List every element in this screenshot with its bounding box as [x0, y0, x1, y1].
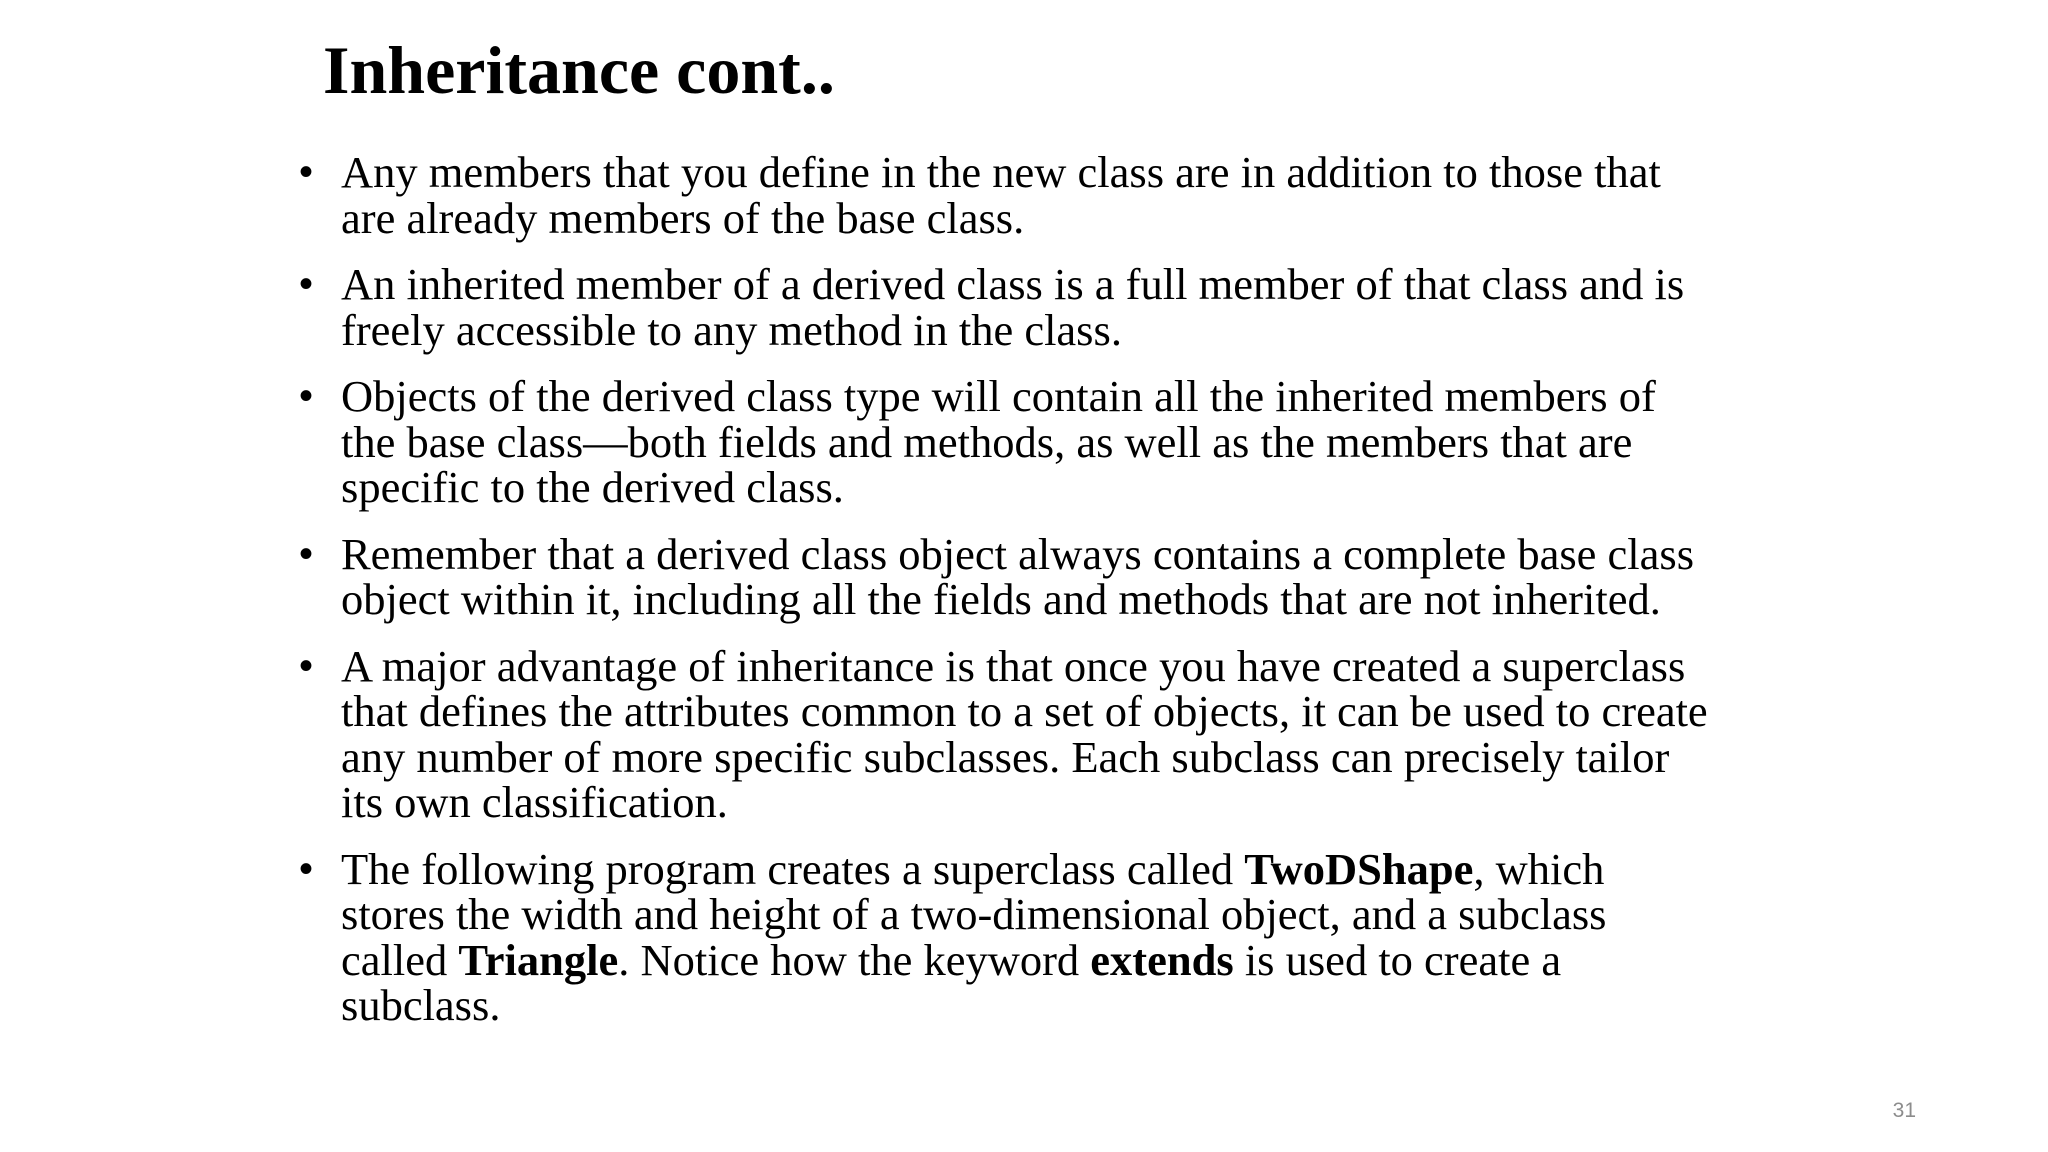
bullet-dot-icon: •: [299, 262, 314, 306]
bullet-text-line: Objects of the derived class type will contain all the inherited members of: [341, 371, 1656, 421]
bullet-text-line: subclass.: [341, 980, 501, 1030]
bullet-text-line: A major advantage of inheritance is that once you have created a superclass: [341, 640, 1686, 691]
bullet-text-segment: called: [341, 934, 459, 985]
bullet-item: [295, 147, 1815, 243]
bullet-list: [295, 147, 1815, 1050]
slide-title: Inheritance cont..: [323, 32, 835, 108]
bullet-text-line: An inherited member of a derived class is a full member of that class and is: [341, 259, 1685, 309]
bullet-text-line: that defines the attributes common to a set of objects, it can be used to create: [341, 686, 1708, 736]
bullet-dot-icon: •: [299, 150, 314, 194]
bullet-text-segment: , which: [1473, 843, 1605, 894]
bullet-text-line: [341, 934, 1815, 985]
bullet-text-line: any number of more specific subclasses. Each subclass can precisely tailor: [341, 731, 1670, 782]
bullet-dot-icon: •: [299, 643, 314, 688]
bullet-dot-icon: •: [299, 846, 314, 891]
bullet-text-line: object within it, including all the fields and methods that are not inherited.: [341, 574, 1661, 624]
bullet-text-line: stores the width and height of a two-dimensional object, and a subclass: [341, 889, 1607, 939]
page-number: 31: [1892, 1099, 1916, 1122]
bullet-item: [295, 371, 1815, 512]
bullet-text-segment: is used to create a: [1233, 934, 1562, 985]
bullet-text-line: its own classification.: [341, 777, 728, 827]
bullet-text-segment: . Notice how the keyword: [618, 934, 1091, 985]
bullet-text-line: the base class—both fields and methods, as well as the members that are: [341, 416, 1633, 467]
bullet-item: [295, 640, 1815, 827]
term-extends: extends: [1090, 934, 1234, 985]
bullet-text-segment: The following program creates a superclass called: [341, 843, 1245, 894]
bullet-dot-icon: •: [299, 531, 314, 576]
bullet-text-line: freely accessible to any method in the class.: [341, 304, 1122, 355]
bullet-text-line: are already members of the base class.: [341, 192, 1025, 243]
term-triangle: Triangle: [458, 934, 619, 985]
bullet-item: [295, 843, 1815, 1030]
bullet-item: [295, 259, 1815, 355]
bullet-text-line: [341, 843, 1815, 894]
term-twodshape: TwoDShape: [1244, 843, 1474, 894]
bullet-text-line: Remember that a derived class object always contains a complete base class: [341, 528, 1695, 579]
bullet-text-line: Any members that you define in the new class are in addition to those that: [341, 147, 1661, 197]
bullet-item: [295, 528, 1815, 624]
bullet-dot-icon: •: [299, 374, 314, 418]
bullet-text-line: specific to the derived class.: [341, 462, 844, 512]
